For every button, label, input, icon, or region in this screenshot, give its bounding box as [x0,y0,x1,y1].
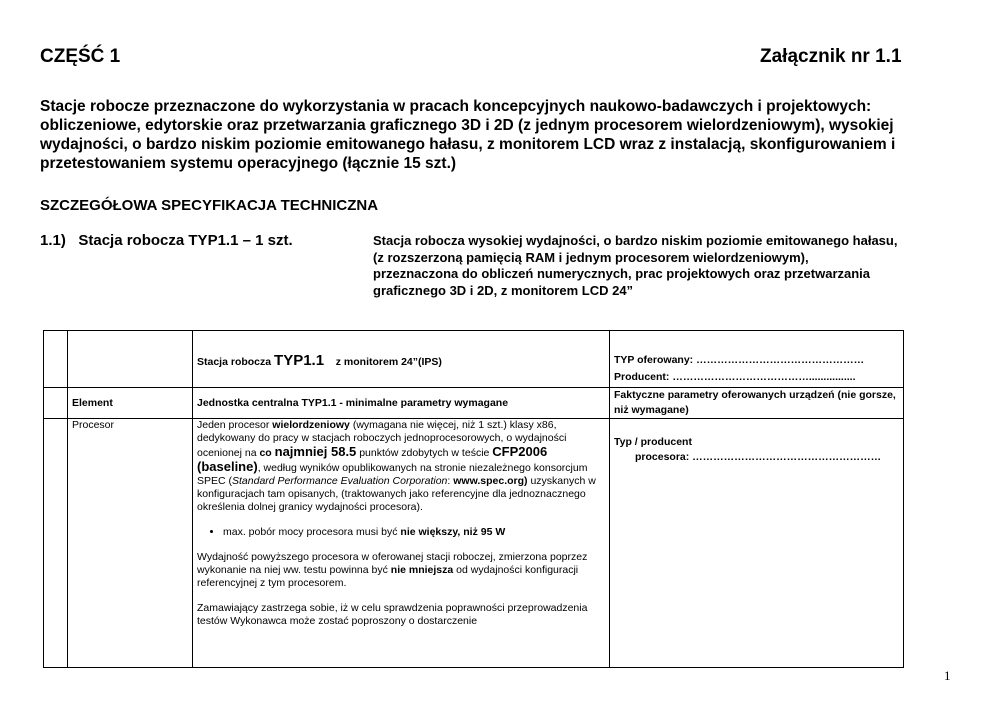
table-cell [44,388,68,419]
text-span: wielordzeniowy [272,419,350,431]
text-span: co [259,447,275,459]
annex-heading: Załącznik nr 1.1 [760,46,902,67]
section-desc-line: przeznaczona do obliczeń numerycznych, prac projektowych oraz przetwarzania [373,266,871,281]
section-desc-line: graficznego 3D i 2D, z monitorem LCD 24” [373,282,634,298]
table-row [44,388,904,419]
section-description [373,233,963,299]
requirements-cell [193,419,610,668]
text-span: max. pobór mocy procesora musi być [223,526,401,538]
text-span: nie mniejsza [390,564,454,576]
table-cell [44,419,68,668]
requirement-paragraph [197,419,605,514]
text-span: , według wyników opublikowanych na stronie niezależnego konsorcjum SPEC ( [197,462,588,487]
text-span: Standard Performance Evaluation Corporation [232,475,448,487]
section-title-text: Stacja robocza TYP1.1 – 1 szt. [78,232,293,249]
processor-type-label: Typ / producent [614,436,692,448]
station-type: TYP1.1 [274,351,325,369]
text-span: Jeden procesor [197,419,273,431]
text-span: punktów zdobytych w teście [356,447,493,459]
page-number: 1 [944,668,951,683]
text-span: (wymagana nie więcej, niż 1 szt.) klasy x86, dedykowany do pracy w stacjach roboczych jednoprocesorowych, o wydajności ocenionej na [197,419,567,459]
unit-header: Jednostka centralna TYP1.1 - minimalne parametry wymagane [193,388,610,419]
text-span: uzyskanych w konfiguracjach tam opisanych, (traktowanych jako referencyjne dla jednoznacznego określenia dolnej granicy wydajności procesora). [197,475,596,513]
text-span: www.spec.org) [453,475,528,487]
actual-params-header: Faktyczne parametry oferowanych urządzeń (nie gorsze, niż wymagane) [610,388,904,419]
station-cell [193,331,610,388]
station-monitor: z monitorem 24”(IPS) [324,355,442,368]
text-span: Wydajność powyższego procesora w oferowanej stacji roboczej, zmierzona poprzez wykonanie na niej ww. testu powinna być [197,551,588,576]
requirement-paragraph [197,551,605,590]
section-number: 1.1) [40,232,75,249]
part-heading: CZĘŚĆ 1 [40,46,121,67]
element-name: Procesor [68,419,193,668]
intro-paragraph: Stacje robocze przeznaczone do wykorzystania w pracach koncepcyjnych naukowo-badawczych i projektowych: obliczeniowe, edytorskie oraz przetwarzania graficznego 3D i 2D (z jednym procesorem wielordzeniowym), wysokiej wydajności, o bardzo niskim poziomie emitowanego hałasu, z monitorem LCD wraz z instalacją, skonfigurowaniem i przetestowaniem systemu operacyjnego (łącznie 15 szt.) [40,98,896,172]
section-title [40,232,293,249]
requirement-paragraph: Zamawiający zastrzega sobie, iż w celu sprawdzenia poprawności przeprowadzenia testów Wykonawca może zostać poproszony o dostarczenie [197,602,588,627]
offer-cell [610,331,904,388]
element-header: Element [68,388,193,419]
section-desc-line: (z rozszerzoną pamięcią RAM i jednym procesorem wielordzeniowym), [373,249,809,265]
list-item [223,526,605,539]
processor-offer-cell [610,419,904,668]
table-cell [68,331,193,388]
spec-table [43,330,904,668]
text-span: najmniej 58.5 [274,444,357,459]
text-span: od wydajności konfiguracji referencyjnej z tym procesorem. [197,564,579,589]
typ-offered-field: TYP oferowany: ………………………………………… [614,354,865,366]
table-row [44,419,904,668]
text-span: : [447,475,454,487]
producer-field: Producent: …………………………………................ [614,371,856,383]
requirement-list [197,526,605,539]
text-span: nie większy, niż 95 W [400,526,506,538]
station-prefix: Stacja robocza [197,355,275,368]
section-desc-line: Stacja robocza wysokiej wydajności, o bardzo niskim poziomie emitowanego hałasu, [373,233,898,248]
text-span: CFP2006 (baseline) [197,444,548,474]
table-cell [44,331,68,388]
table-row [44,331,904,388]
processor-producer-field: procesora: ……………………………………………… [635,451,882,463]
spec-heading: SZCZEGÓŁOWA SPECYFIKACJA TECHNICZNA [40,197,379,214]
